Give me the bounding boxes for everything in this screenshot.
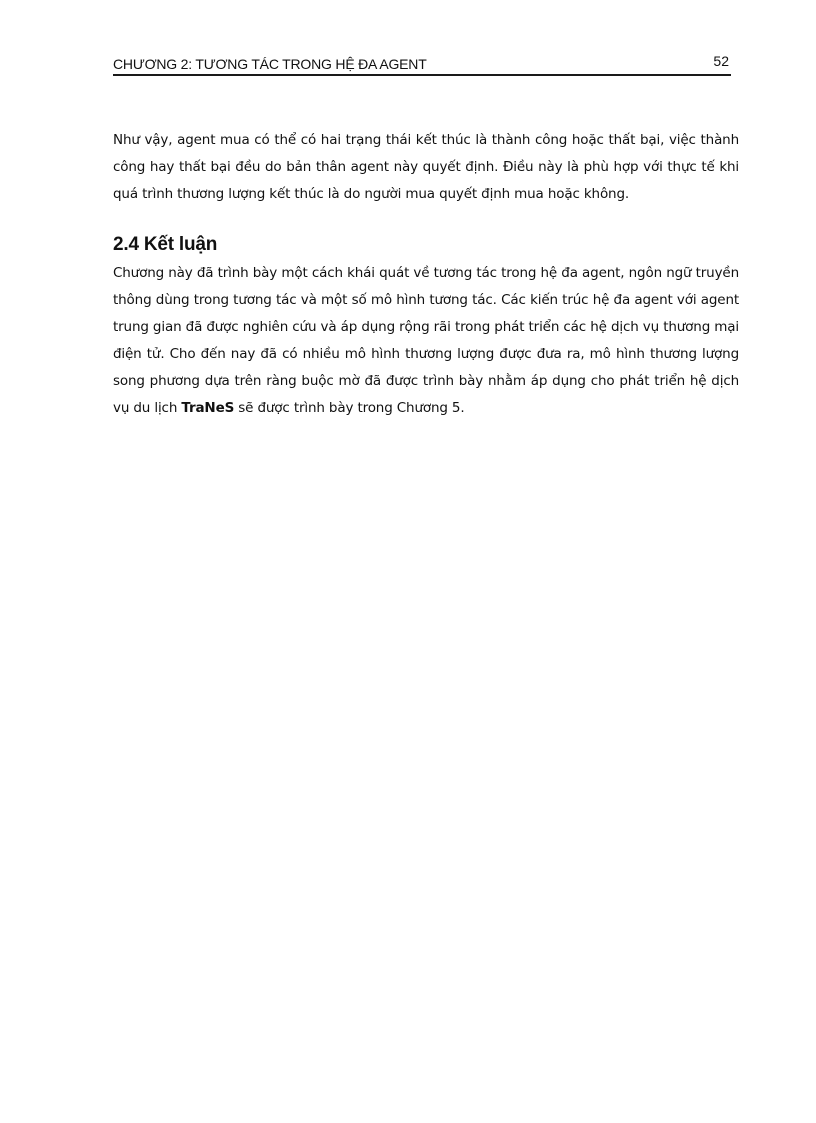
page-header <box>113 52 731 76</box>
system-name-term: TraNeS <box>181 399 235 416</box>
page-number: 52 <box>713 53 729 69</box>
conclusion-text-part2: sẽ được trình bày trong Chương 5. <box>234 399 465 416</box>
conclusion-text-part1: Chương này đã trình bày một cách khái quát về tương tác trong hệ đa agent, ngôn ngữ truyền thông dùng trong tương tác và một số mô hình tương tác. Các kiến trúc hệ đa agent với agent trung gian đã được nghiên cứu và áp dụng rộng rãi trong phát triển các hệ dịch vụ thương mại điện tử. Cho đến nay đã có nhiều mô hình thương lượng được đưa ra, mô hình thương lượng song phương dựa trên ràng buộc mờ đã được trình bày nhằm áp dụng cho phát triển hệ dịch vụ du lịch <box>113 264 739 416</box>
chapter-title: CHƯƠNG 2: TƯƠNG TÁC TRONG HỆ ĐA AGENT <box>113 56 427 72</box>
section-title: Kết luận <box>143 233 218 255</box>
section-heading <box>113 234 217 256</box>
intro-paragraph: Như vậy, agent mua có thể có hai trạng thái kết thúc là thành công hoặc thất bại, việc thành công hay thất bại đều do bản thân agent này quyết định. Điều này là phù hợp với thực tế khi quá trình thương lượng kết thúc là do người mua quyết định mua hoặc không. <box>113 131 739 202</box>
conclusion-paragraph <box>113 260 739 422</box>
section-number: 2.4 <box>113 233 139 255</box>
